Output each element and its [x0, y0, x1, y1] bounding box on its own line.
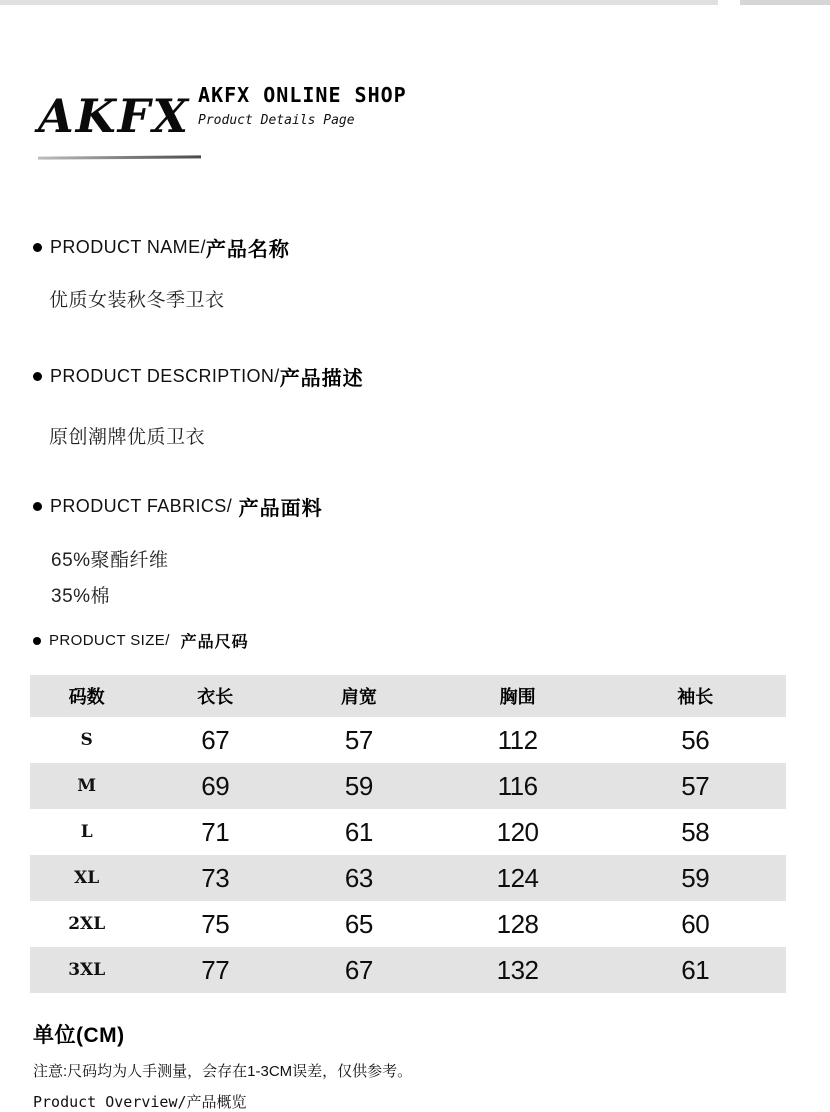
size-value-cell: 67	[344, 954, 373, 985]
size-value-cell: 67	[201, 724, 230, 755]
size-value-cell: 56	[681, 724, 710, 755]
fabric-line-1: 65%聚酯纤维	[51, 550, 169, 571]
unit-label: 单位(CM)	[33, 1024, 125, 1047]
product-name-label-cn: 产品名称	[205, 239, 290, 261]
size-value-cell: 61	[344, 816, 373, 847]
product-overview-label: Product Overview/产品概览	[33, 1093, 247, 1111]
size-table-body	[30, 717, 786, 993]
size-value-cell: 112	[497, 724, 538, 755]
brand-logo: AKFX	[38, 89, 191, 143]
bullet-icon	[33, 243, 42, 252]
size-value-cell: 65	[344, 908, 373, 939]
size-value-cell: 57	[344, 724, 373, 755]
size-table-header-cell: 胸围	[499, 687, 536, 707]
section-product-fabrics	[33, 492, 830, 608]
top-accent-bar-right-segment	[740, 0, 830, 5]
size-value-cell: 120	[496, 816, 539, 847]
product-size-label-en: PRODUCT SIZE/	[49, 632, 170, 649]
size-value-cell: 132	[496, 954, 539, 985]
size-value-cell: 71	[201, 816, 230, 847]
section-product-size	[33, 629, 830, 652]
size-label-cell: XL	[74, 868, 100, 888]
size-value-cell: 77	[201, 954, 230, 985]
size-label-cell: M	[77, 776, 97, 796]
size-table	[30, 675, 786, 993]
bullet-icon	[33, 637, 41, 645]
product-name-heading	[33, 233, 830, 262]
size-value-cell: 75	[201, 908, 230, 939]
size-value-cell: 69	[201, 770, 230, 801]
brand-text-block	[198, 83, 407, 128]
shop-name: AKFX ONLINE SHOP	[198, 83, 407, 107]
product-name-value: 优质女装秋冬季卫衣	[49, 290, 225, 311]
top-accent-bar-gap	[718, 0, 740, 5]
size-table-row	[30, 947, 786, 993]
size-value-cell: 116	[497, 770, 538, 801]
product-fabrics-heading	[33, 492, 830, 521]
page-header	[38, 83, 830, 159]
size-label-cell: 2XL	[68, 914, 106, 934]
bullet-icon	[33, 372, 42, 381]
product-size-label-cn: 产品尺码	[169, 634, 249, 651]
size-table-header-row	[30, 675, 786, 717]
size-value-cell: 59	[344, 770, 373, 801]
product-name-label-en: PRODUCT NAME/	[50, 237, 206, 257]
size-table-row	[30, 717, 786, 763]
size-table-row	[30, 901, 786, 947]
size-value-cell: 60	[681, 908, 710, 939]
size-value-cell: 61	[681, 954, 710, 985]
size-value-cell: 128	[496, 908, 539, 939]
measurement-note: 注意:尺码均为人手测量，会存在1-3CM误差，仅供参考。	[33, 1063, 413, 1080]
size-table-row	[30, 763, 786, 809]
product-fabrics-label-cn: 产品面料	[232, 498, 323, 520]
logo-row	[38, 83, 830, 143]
size-value-cell: 59	[681, 862, 710, 893]
size-table-header-cell: 衣长	[197, 687, 234, 707]
size-value-cell: 58	[681, 816, 710, 847]
size-table-header-cell: 袖长	[677, 687, 714, 707]
page-subtitle: Product Details Page	[198, 113, 355, 128]
top-accent-bar	[0, 0, 830, 5]
size-value-cell: 73	[201, 862, 230, 893]
section-product-name	[33, 233, 830, 312]
size-value-cell: 63	[344, 862, 373, 893]
size-table-row	[30, 809, 786, 855]
product-description-heading	[33, 362, 830, 391]
fabric-line-2: 35%棉	[51, 586, 111, 607]
size-value-cell: 57	[681, 770, 710, 801]
size-table-row	[30, 855, 786, 901]
product-description-label-en: PRODUCT DESCRIPTION/	[50, 366, 280, 386]
size-table-header-cell: 码数	[68, 687, 105, 707]
product-fabrics-label-en: PRODUCT FABRICS/	[50, 496, 233, 516]
product-description-label-cn: 产品描述	[279, 368, 364, 390]
size-label-cell: S	[80, 730, 93, 750]
section-product-description	[33, 362, 830, 449]
logo-underline	[38, 155, 201, 159]
size-value-cell: 124	[496, 862, 539, 893]
size-label-cell: L	[80, 822, 93, 842]
size-table-header-cell: 肩宽	[340, 687, 377, 707]
size-label-cell: 3XL	[68, 960, 106, 980]
product-description-value: 原创潮牌优质卫衣	[49, 427, 206, 448]
bullet-icon	[33, 502, 42, 511]
product-size-heading	[33, 629, 830, 652]
